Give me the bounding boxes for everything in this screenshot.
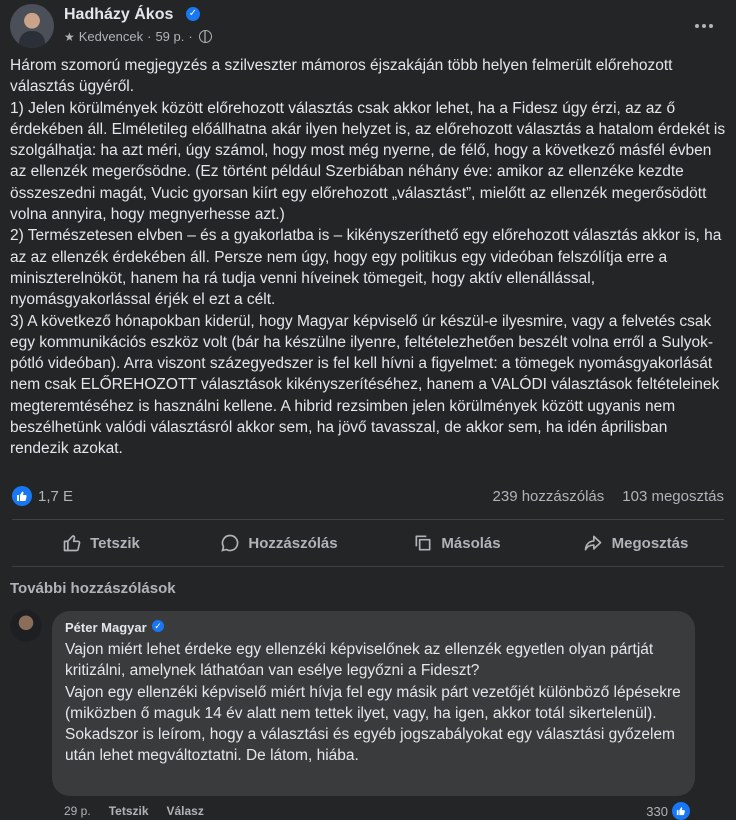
comment-reactions[interactable] — [646, 802, 690, 820]
like-button[interactable] — [12, 524, 190, 562]
reactions-count[interactable]: 1,7 E — [38, 487, 74, 505]
comment-paragraph: Vajon egy ellenzéki képviselő miért hívja fel egy másik párt vezetőjét különböző lépésekre (miközben ő maguk 14 év alatt nem tettek ilyet, vagy, ha igen, akkor totál sikertelenül). — [65, 683, 681, 722]
share-label: Megosztás — [611, 534, 689, 552]
post-time[interactable]: 59 p. — [155, 29, 185, 44]
comment-label: Hozzászólás — [248, 534, 338, 552]
more-comments-link[interactable]: További hozzászólások — [10, 580, 176, 597]
globe-icon — [199, 30, 212, 43]
divider — [12, 519, 724, 520]
reactions-summary[interactable] — [12, 486, 73, 506]
post-paragraph: 3) A következő hónapokban kiderül, hogy Magyar képviselő úr készül-e ilyesmire, vagy a felvetés csak egy kommunikációs eszköz volt (bár ha készülne ilyenre, feltételezhetően beszélt volna erről a Sulyok-pótló videóban). Arra viszont százegyedszer is fel kell hívni a figyelmet: a tömegek nyomásgyakorlását nem csak ELŐREHOZOTT választások kikényszerítéséhez, hanem a VALÓDI választások feltételeinek megteremtéséhez is használni kellene. A hibrid rezsimben jelen körülmények között ugyanis nem beszélhetünk valódi választásról akkor sem, ha jövő tavasszal, de akkor sem, ha idén áprilisban rendezik azokat. — [10, 312, 720, 458]
dot-icon — [702, 24, 706, 28]
favorites-star-icon: ★ — [64, 29, 75, 44]
comment-like-link[interactable]: Tetszik — [108, 804, 149, 818]
comment-icon — [220, 533, 240, 553]
like-reaction-icon — [12, 486, 32, 506]
author-avatar[interactable] — [10, 4, 54, 48]
post-meta: ★ Kedvencek · 59 p. · — [64, 29, 212, 44]
copy-label: Másolás — [441, 534, 501, 552]
comment-button[interactable] — [190, 524, 368, 562]
comment-bubble — [52, 611, 695, 796]
comment-author[interactable]: Péter Magyar — [65, 620, 147, 635]
share-icon — [582, 533, 604, 553]
divider — [12, 566, 724, 567]
post-header — [10, 4, 726, 50]
comment-likes-count: 330 — [646, 803, 668, 819]
comment-paragraph: Sokadszor is leírom, hogy a választási és egyéb jogszabályokat egy választási győzelem után lehet megváltoztatni. De látom, hiába. — [65, 726, 675, 765]
commenter-avatar[interactable] — [10, 610, 42, 642]
more-options-button[interactable] — [688, 10, 720, 42]
comment-meta — [64, 804, 204, 818]
post-action-bar — [12, 524, 724, 562]
dot-icon — [709, 24, 713, 28]
post-paragraph: 1) Jelen körülmények között előrehozott választás csak akkor lehet, ha a Fidesz úgy érzi, az az ő érdekében áll. Elméletileg előállhatna akár ilyen helyzet is, az előrehozott választás a hatalom érdekét is szolgálhatja: ha azt méri, úgy számol, hogy most még nyerne, de félő, hogy a következő másfél évben az ellenzék megerősödne. (Ez történt például Szerbiában néhány éve: amikor az ellenzéke kezdte összeszedni magát, Vucic gyorsan kiírt egy előrehozott „választást”, mielőtt az ellenzék megerősödött volna annyira, hogy megnyerhesse azt.) — [10, 99, 726, 224]
verified-icon: ✓ — [152, 620, 164, 632]
copy-icon — [413, 533, 433, 553]
post-paragraph: Három szomorú megjegyzés a szilveszter mámoros éjszakáján több helyen felmerült előrehozott választás ügyéről. — [10, 57, 673, 96]
comment-body — [65, 639, 685, 767]
share-button[interactable] — [546, 524, 724, 562]
comment-paragraph: Vajon miért lehet érdeke egy ellenzéki képviselőnek az ellenzék egyetlen olyan pártját kritizálni, amelynek láthatóan van esélye legyőzni a Fideszt? — [65, 641, 654, 680]
like-label: Tetszik — [90, 534, 140, 552]
comments-count[interactable]: 239 hozzászólás — [492, 488, 605, 505]
comment-reply-link[interactable]: Válasz — [166, 804, 204, 818]
post-paragraph: 2) Természetesen elvben – és a gyakorlatba is – kikényszeríthető egy előrehozott választás akkor is, ha az az ellenzék érdekében áll. Persze nem úgy, hogy egy politikus egy videóban felszólítja erre a miniszterelnököt, hanem ha rá tudja venni híveinek tömegeit, hogy aktív ellenállással, nyomásgyakorlással érjék el ezt a célt. — [10, 227, 722, 309]
comment-time[interactable]: 29 p. — [64, 804, 91, 818]
copy-button[interactable] — [368, 524, 546, 562]
verified-icon: ✓ — [186, 7, 200, 21]
like-reaction-icon — [672, 802, 690, 820]
thumbs-up-icon — [62, 533, 82, 553]
engagement-counts — [493, 488, 724, 505]
dot-icon — [695, 24, 699, 28]
audience-label: Kedvencek — [78, 29, 144, 44]
post-body — [10, 55, 726, 460]
post-author[interactable]: Hadházy Ákos — [64, 6, 174, 23]
shares-count[interactable]: 103 megosztás — [622, 488, 724, 505]
